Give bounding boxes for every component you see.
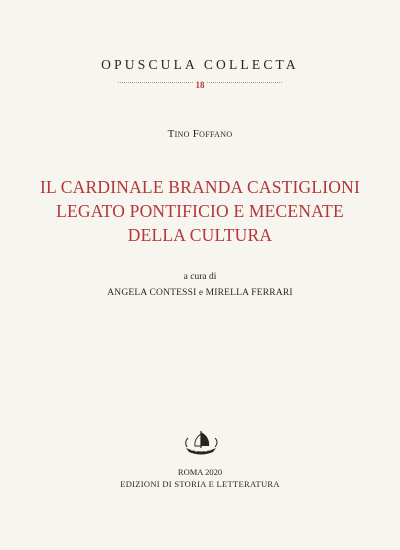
- imprint-place-year: ROMA 2020: [177, 467, 223, 477]
- author-name: Tino Foffano: [167, 128, 233, 140]
- series-number: 18: [195, 80, 205, 90]
- editors-names: [0, 287, 400, 298]
- book-title: [0, 175, 400, 247]
- book-title-line-2: LEGATO PONTIFICIO E MECENATE: [56, 201, 344, 221]
- editors-label: a cura di: [183, 272, 217, 282]
- publisher-ship-logo-icon: [182, 428, 220, 458]
- book-title-line-3: DELLA CULTURA: [127, 225, 273, 245]
- series-title: OPUSCULA COLLECTA: [101, 57, 299, 72]
- editor-2: MIRELLA FERRARI: [205, 288, 293, 298]
- book-title-line-1: IL CARDINALE BRANDA CASTIGLIONI: [39, 177, 361, 197]
- series-rule-right: [207, 82, 282, 83]
- editor-1: ANGELA CONTESSI: [107, 288, 197, 298]
- editors-conjunction: e: [196, 287, 206, 297]
- imprint-publisher: EDIZIONI DI STORIA E LETTERATURA: [120, 479, 280, 489]
